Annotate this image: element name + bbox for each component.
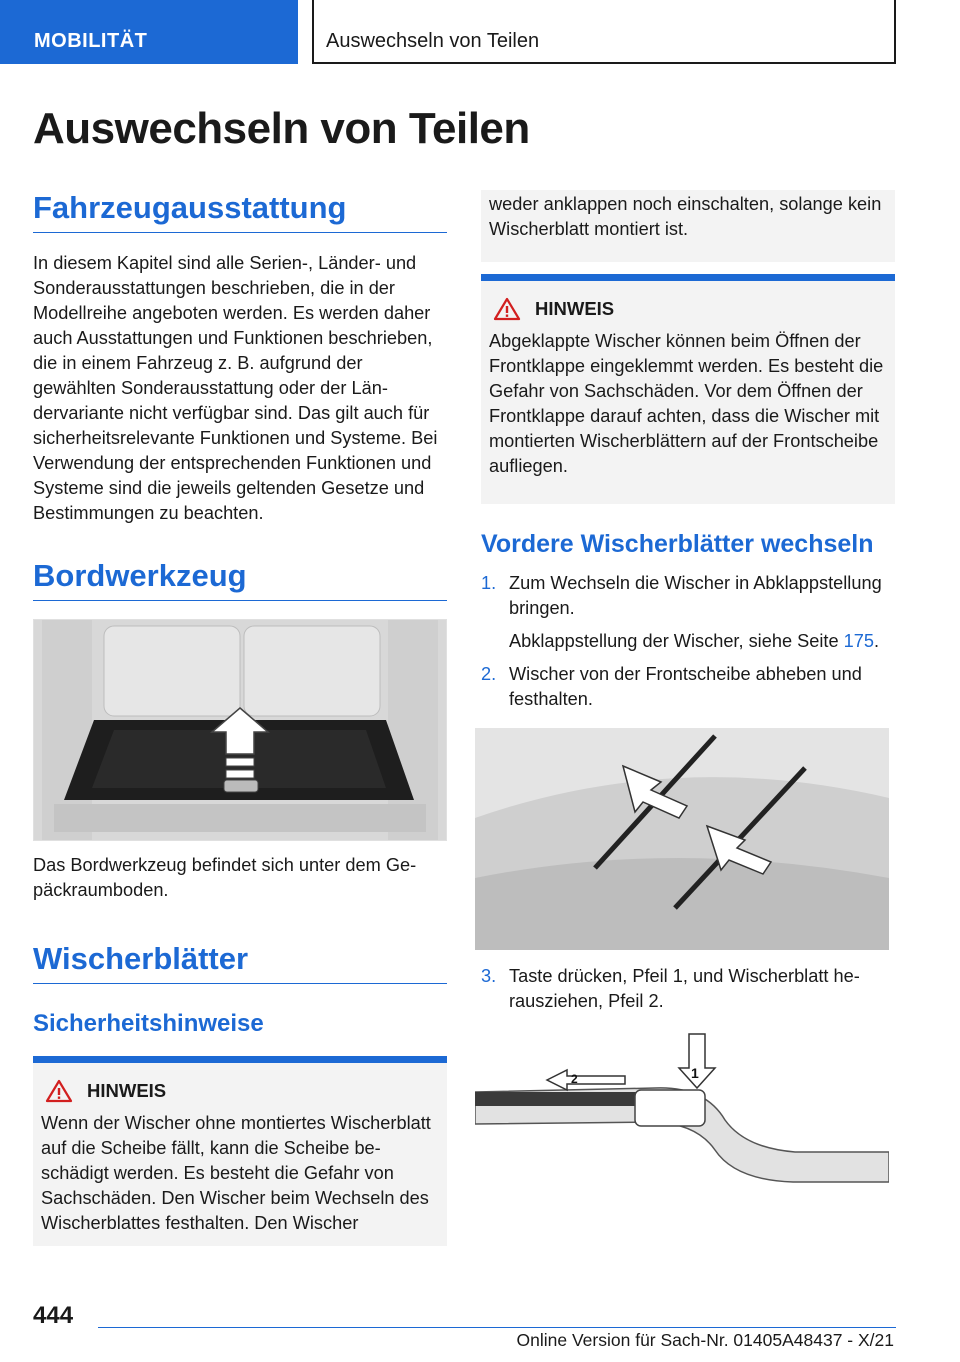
page-number: 444 [33, 1302, 74, 1329]
heading-sicherheitshinweise: Sicherheitshinweise [33, 1010, 264, 1037]
warning-triangle-icon [493, 297, 521, 321]
wipers-illustration [475, 728, 889, 950]
note-text-2: Abgeklappte Wischer können beim Öffnen der Frontklappe eingeklemmt werden. Es besteht die Gefahr von Sachschäden. Vor dem Öffnen der Frontklappe darauf achten, dass die Wischer mit montierten Wischerblättern auf der Frontscheibe aufliegen. [489, 331, 884, 476]
note-header-1 [41, 1079, 439, 1103]
step-text: Taste drücken, Pfeil 1, und Wischerblatt herausziehen, Pfeil 2. [509, 966, 860, 1011]
page-link-175[interactable]: 175 [843, 631, 874, 651]
note-text-1-continued: weder anklappen noch einschalten, solange kein Wischerblatt montiert ist. [489, 194, 882, 239]
step-text: Zum Wechseln die Wischer in Abklappstellung bringen. [509, 573, 882, 618]
step-subtext-suffix: . [874, 631, 880, 651]
heading-bordwerkzeug: Bordwerkzeug [33, 558, 447, 601]
trunk-illustration [34, 620, 446, 840]
footer-online-version: Online Version für Sach-Nr. 01405A48437 - X/21 [516, 1330, 894, 1350]
step-3 [481, 964, 895, 1014]
image-wipers-raised [475, 728, 889, 950]
note-box-2 [481, 274, 895, 504]
heading-wischerblaetter: Wischerblätter [33, 941, 447, 984]
wiper-blade-illustration [475, 1032, 889, 1248]
page-title: Auswechseln von Teilen [33, 104, 530, 153]
text-fahrzeugausstattung: In diesem Kapitel sind alle Serien-, Länder- und Sonderausstattungen beschrieben, die in der Modellreihe angeboten werden. Es werden daher auch Ausstattungen und Funktionen beschrieben, die in einem Fahrzeug z. B. aufgrund der gewählten Sonderausstattung oder der Ländervariante nicht verfügbar sind. Das gilt auch für sicherheitsrelevante Funktionen und Systeme. Bei Verwendung der entsprechenden Funktionen und Systeme sind die jeweils geltenden Gesetze und Bestimmungen zu beachten. [33, 253, 438, 523]
caption-bordwerkzeug: Das Bordwerkzeug befindet sich unter dem Gepäckraumboden. [33, 855, 417, 900]
callout-2: 2 [571, 1072, 578, 1086]
header-chapter: Auswechseln von Teilen [312, 0, 896, 64]
left-column [33, 190, 447, 1246]
callout-1: 1 [691, 1065, 699, 1081]
step-2 [481, 662, 895, 712]
footer-divider [98, 1327, 896, 1328]
header-tab: MOBILITÄT [0, 0, 298, 64]
image-wiper-blade-release [475, 1032, 889, 1248]
note-label-2: HINWEIS [535, 298, 615, 319]
step-number: 3. [481, 966, 497, 986]
step-subtext [509, 629, 895, 654]
heading-vordere-wischerblaetter: Vordere Wischerblätter wechseln [481, 530, 874, 558]
note-box-1-continued [481, 190, 895, 262]
note-text-1: Wenn der Wischer ohne montiertes Wischerblatt auf die Scheibe fällt, kann die Scheibe beschädigt werden. Es besteht die Gefahr von Sachschäden. Den Wischer beim Wechseln des Wischerblattes festhalten. Den Wischer [41, 1113, 431, 1233]
step-text: Wischer von der Frontscheibe abheben und festhalten. [509, 664, 862, 709]
step-1 [481, 571, 895, 654]
step-number: 1. [481, 573, 497, 593]
right-column [481, 190, 895, 1248]
warning-triangle-icon [45, 1079, 73, 1103]
note-label-1: HINWEIS [87, 1080, 167, 1101]
heading-fahrzeugausstattung: Fahrzeugausstattung [33, 190, 447, 233]
step-subtext-prefix: Abklappstellung der Wischer, siehe Seite [509, 631, 844, 651]
step-number: 2. [481, 664, 497, 684]
image-trunk-floor [33, 619, 447, 841]
note-header-2 [489, 297, 887, 321]
note-box-1 [33, 1056, 447, 1246]
